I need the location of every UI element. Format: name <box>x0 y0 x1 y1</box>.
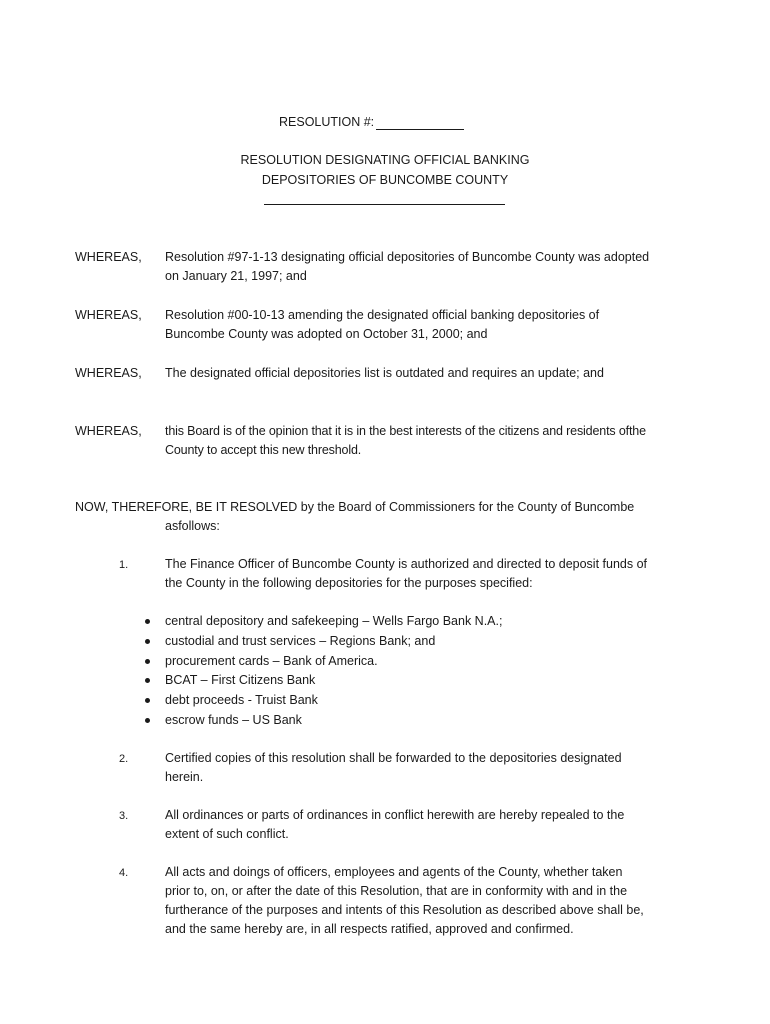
whereas-text: The designated official depositories list is outdated and requires an update; and <box>165 366 604 380</box>
item-text: Certified copies of this resolution shall be forwarded to the depositories designated herein. <box>165 751 622 784</box>
list-item <box>145 652 502 672</box>
bullet-icon <box>145 698 150 703</box>
whereas-text: Resolution #97-1-13 designating official depositories of Buncombe County was adopted on January 21, 1997; and <box>165 250 650 283</box>
whereas-text: this Board is of the opinion that it is in the best interests of the citizens and residents ofthe County to accept this new threshold. <box>165 424 646 457</box>
document-title-line1: RESOLUTION DESIGNATING OFFICIAL BANKING <box>240 153 530 167</box>
item-number: 3. <box>119 810 129 822</box>
bullet-icon <box>145 659 150 664</box>
item-number: 2. <box>119 753 129 765</box>
item-text: All ordinances or parts of ordinances in conflict herewith are hereby repealed to the extent of such conflict. <box>165 808 625 841</box>
list-item <box>145 612 502 632</box>
depository-list <box>145 612 502 731</box>
list-item <box>145 632 502 652</box>
item-number: 1. <box>119 559 129 571</box>
depository-text: custodial and trust services – Regions Bank; and <box>165 633 436 648</box>
resolution-number-blank <box>376 129 464 130</box>
depository-text: central depository and safekeeping – Wells Fargo Bank N.A.; <box>165 614 503 628</box>
depository-text: escrow funds – US Bank <box>165 712 302 727</box>
item-text: All acts and doings of officers, employees and agents of the County, whether taken prior to, on, or after the date of this Resolution, that are in conformity with and in the furtherance of the purposes and intents of this Resolution as described above shall be, and the same hereby are, in all respects ratified, approved and confirmed. <box>165 865 644 936</box>
document-title-line2: DEPOSITORIES OF BUNCOMBE COUNTY <box>261 173 509 187</box>
bullet-icon <box>145 639 150 644</box>
resolved-clause: NOW, THEREFORE, BE IT RESOLVED by the Board of Commissioners for the County of Buncombe <box>75 500 635 514</box>
bullet-icon <box>145 678 150 683</box>
bullet-icon <box>145 718 150 723</box>
whereas-label: WHEREAS, <box>75 308 142 322</box>
list-item <box>145 671 502 691</box>
list-item <box>145 691 502 711</box>
whereas-text: Resolution #00-10-13 amending the designated official banking depositories of Buncombe County was adopted on October 31, 2000; and <box>165 308 600 341</box>
whereas-label: WHEREAS, <box>75 250 142 264</box>
resolved-clause-continued: asfollows: <box>165 519 220 533</box>
item-number: 4. <box>119 867 129 879</box>
list-item <box>145 711 502 731</box>
depository-text: debt proceeds - Truist Bank <box>165 693 318 708</box>
resolution-number-label: RESOLUTION #: <box>279 115 375 129</box>
bullet-icon <box>145 619 150 624</box>
title-underline <box>264 204 505 205</box>
whereas-label: WHEREAS, <box>75 424 142 438</box>
depository-text: BCAT – First Citizens Bank <box>165 673 316 688</box>
item-text: The Finance Officer of Buncombe County is authorized and directed to deposit funds of the County in the following depositories for the purposes specified: <box>165 557 647 590</box>
whereas-label: WHEREAS, <box>75 366 142 380</box>
depository-text: procurement cards – Bank of America. <box>165 653 378 668</box>
